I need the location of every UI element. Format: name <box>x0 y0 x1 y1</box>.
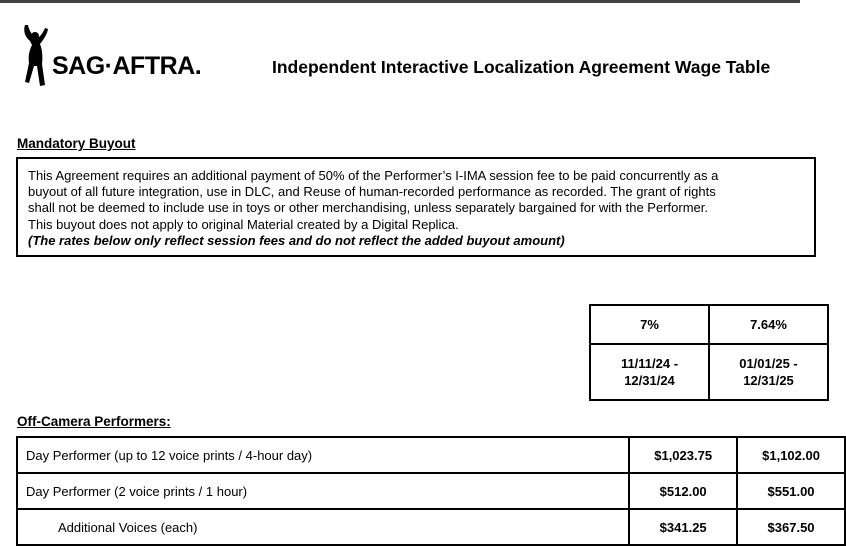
rate-cell: $551.00 <box>737 473 845 509</box>
role-label: Day Performer (up to 12 voice prints / 4-hour day) <box>17 437 629 473</box>
off-camera-wage-table <box>16 436 846 546</box>
period-end: 12/31/25 <box>743 373 794 388</box>
performer-figure-icon <box>18 22 52 94</box>
role-label: Day Performer (2 voice prints / 1 hour) <box>17 473 629 509</box>
buyout-heading: Mandatory Buyout <box>17 136 136 151</box>
rate-period-cell <box>590 344 709 400</box>
buyout-text-line: This buyout does not apply to original Material created by a Digital Replica. <box>28 216 459 232</box>
period-start: 01/01/25 - <box>739 356 798 371</box>
rate-increase-cell: 7% <box>590 305 709 344</box>
off-camera-heading: Off-Camera Performers: <box>17 414 171 429</box>
buyout-text-line: shall not be deemed to include use in toys or other merchandising, unless separately bargained for with the Performer. <box>28 200 708 216</box>
table-row <box>17 473 845 509</box>
sag-aftra-logo <box>18 22 218 94</box>
period-start: 11/11/24 - <box>620 356 679 371</box>
rate-increase-cell: 7.64% <box>709 305 828 344</box>
top-border <box>0 0 800 3</box>
buyout-note: (The rates below only reflect session fees and do not reflect the added buyout amount) <box>28 232 565 248</box>
document-title: Independent Interactive Localization Agreement Wage Table <box>272 57 771 77</box>
rate-cell: $367.50 <box>737 509 845 545</box>
rate-period-header <box>589 304 829 401</box>
rate-cell: $1,023.75 <box>629 437 737 473</box>
period-end: 12/31/24 <box>624 373 675 388</box>
buyout-text-box <box>16 157 816 257</box>
role-label: Additional Voices (each) <box>17 509 629 545</box>
buyout-text-line: buyout of all future integration, use in DLC, and Reuse of human-recorded performance as recorded. The grant of rights <box>28 184 716 200</box>
rate-period-cell <box>709 344 828 400</box>
rate-cell: $341.25 <box>629 509 737 545</box>
logo-wordmark: SAG·AFTRA. <box>52 52 202 80</box>
rate-cell: $1,102.00 <box>737 437 845 473</box>
buyout-text-line: This Agreement requires an additional payment of 50% of the Performer’s I-IMA session fee to be paid concurrently as a <box>28 168 719 183</box>
table-row <box>17 509 845 545</box>
table-row <box>17 437 845 473</box>
rate-cell: $512.00 <box>629 473 737 509</box>
